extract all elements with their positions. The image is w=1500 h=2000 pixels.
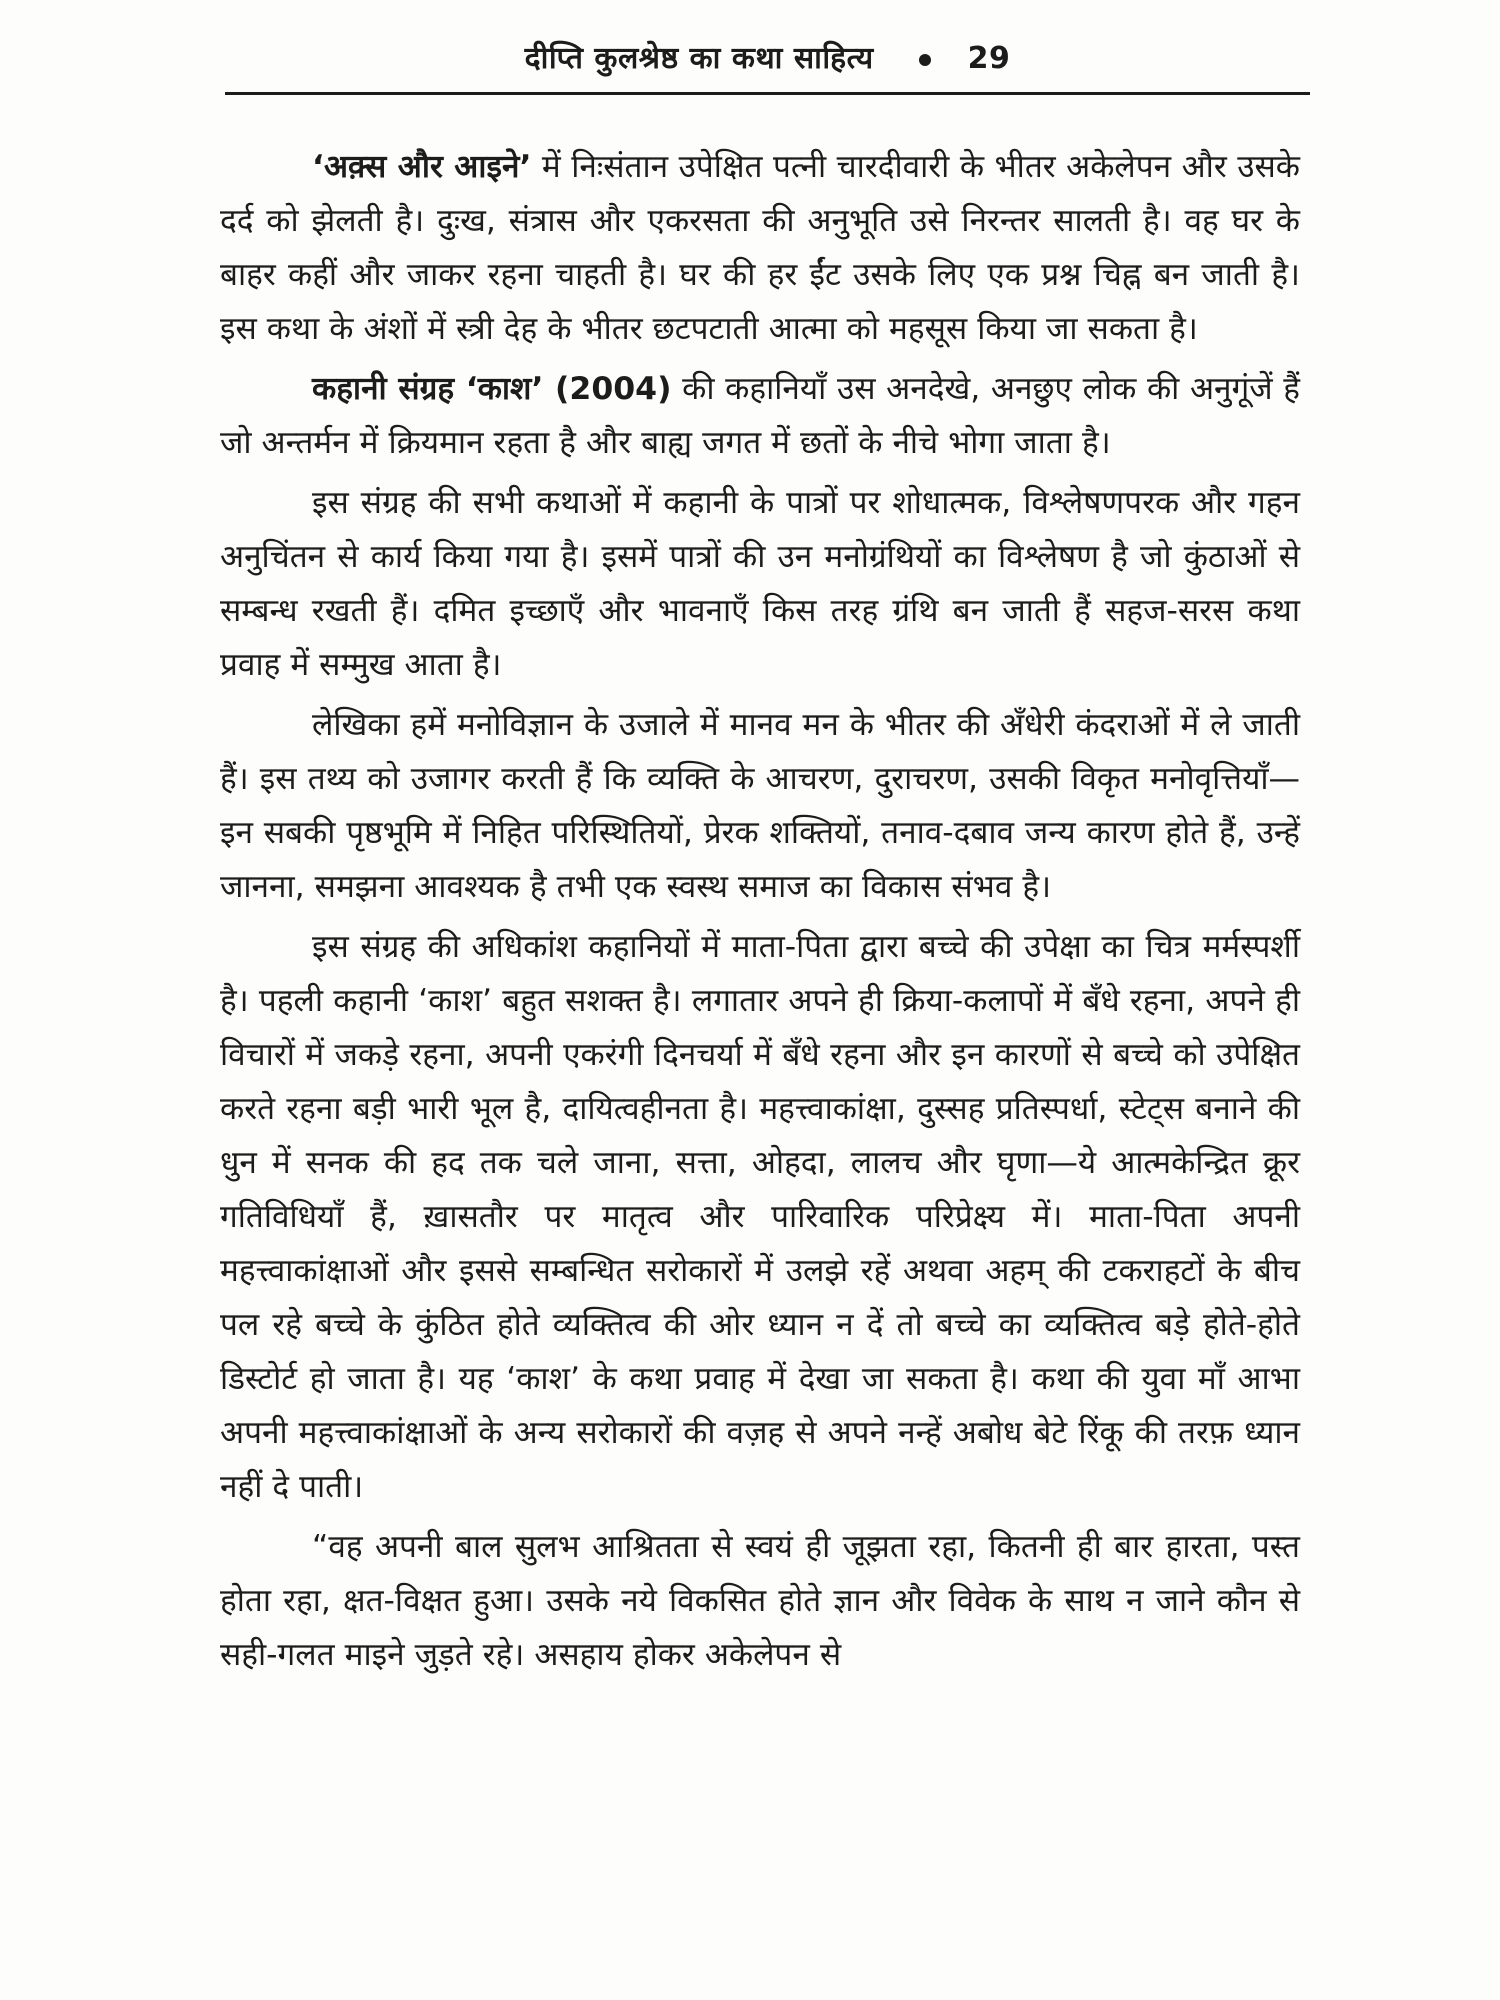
paragraph bbox=[220, 140, 1300, 356]
header-rule bbox=[225, 92, 1310, 95]
page-header bbox=[225, 30, 1310, 90]
paragraph-lead: ‘अक़्स और आइने’ bbox=[312, 149, 532, 185]
paragraph-text: “वह अपनी बाल सुलभ आश्रितता से स्वयं ही जूझता रहा, कितनी ही बार हारता, पस्त होता रहा, क्षत-विक्षत हुआ। उसके नये विकसित होते ज्ञान और विवेक के साथ न जाने कौन से सही-गलत माइने जुड़ते रहे। असहाय होकर अकेलेपन से bbox=[220, 1529, 1300, 1673]
paragraph-text: इस संग्रह की अधिकांश कहानियों में माता-पिता द्वारा बच्चे की उपेक्षा का चित्र मर्मस्पर्शी है। पहली कहानी ‘काश’ बहुत सशक्त है। लगातार अपने ही क्रिया-कलापों में बँधे रहना, अपने ही विचारों में जकड़े रहना, अपनी एकरंगी दिनचर्या में बँधे रहना और इन कारणों से बच्चे को उपेक्षित करते रहना बड़ी भारी भूल है, दायित्वहीनता है। महत्त्वाकांक्षा, दुस्सह प्रतिस्पर्धा, स्टेट्स बनाने की धुन में सनक की हद तक चले जाना, सत्ता, ओहदा, लालच और घृणा—ये आत्मकेन्द्रित क्रूर गतिविधियाँ हैं, ख़ासतौर पर मातृत्व और पारिवारिक परिप्रेक्ष्य में। माता-पिता अपनी महत्त्वाकांक्षाओं और इससे सम्बन्धित सरोकारों में उलझे रहें अथवा अहम् की टकराहटों के बीच पल रहे बच्चे के कुंठित होते व्यक्तित्व की ओर ध्यान न दें तो बच्चे का व्यक्तित्व बड़े होते-होते डिस्टोर्ट हो जाता है। यह ‘काश’ के कथा प्रवाह में देखा जा सकता है। कथा की युवा माँ आभा अपनी महत्त्वाकांक्षाओं के अन्य सरोकारों की वज़ह से अपने नन्हें अबोध बेटे रिंकू की तरफ़ ध्यान नहीं दे पाती। bbox=[220, 929, 1300, 1505]
paragraph bbox=[220, 1520, 1300, 1682]
paragraph-text: में निःसंतान उपेक्षित पत्नी चारदीवारी के भीतर अकेलेपन और उसके दर्द को झेलती है। दुःख, संत्रास और एकरसता की अनुभूति उसे निरन्तर सालती है। वह घर के बाहर कहीं और जाकर रहना चाहती है। घर की हर ईंट उसके लिए एक प्रश्न चिह्न बन जाती है। इस कथा के अंशों में स्त्री देह के भीतर छटपटाती आत्मा को महसूस किया जा सकता है। bbox=[220, 149, 1300, 347]
paragraph bbox=[220, 920, 1300, 1514]
body-text bbox=[220, 140, 1300, 1688]
paragraph-text: इस संग्रह की सभी कथाओं में कहानी के पात्रों पर शोधात्मक, विश्लेषणपरक और गहन अनुचिंतन से कार्य किया गया है। इसमें पात्रों की उन मनोग्रंथियों का विश्लेषण है जो कुंठाओं से सम्बन्ध रखती हैं। दमित इच्छाएँ और भावनाएँ किस तरह ग्रंथि बन जाती हैं सहज-सरस कथा प्रवाह में सम्मुख आता है। bbox=[220, 485, 1300, 683]
paragraph-lead: कहानी संग्रह ‘काश’ (2004) bbox=[312, 371, 672, 407]
paragraph bbox=[220, 362, 1300, 470]
paragraph bbox=[220, 476, 1300, 692]
bullet-separator bbox=[919, 54, 931, 66]
paragraph-text: लेखिका हमें मनोविज्ञान के उजाले में मानव मन के भीतर की अँधेरी कंदराओं में ले जाती हैं। इस तथ्य को उजागर करती हैं कि व्यक्ति के आचरण, दुराचरण, उसकी विकृत मनोवृत्तियाँ—इन सबकी पृष्ठभूमि में निहित परिस्थितियों, प्रेरक शक्तियों, तनाव-दबाव जन्य कारण होते हैं, उन्हें जानना, समझना आवश्यक है तभी एक स्वस्थ समाज का विकास संभव है। bbox=[220, 707, 1300, 905]
paragraph-text: की कहानियाँ उस अनदेखे, अनछुए लोक की अनुगूंजें हैं जो अन्तर्मन में क्रियमान रहता है और बाह्य जगत में छतों के नीचे भोगा जाता है। bbox=[220, 371, 1300, 461]
paragraph bbox=[220, 698, 1300, 914]
page-number: 29 bbox=[967, 41, 1011, 76]
running-title: दीप्ति कुलश्रेष्ठ का कथा साहित्य bbox=[524, 41, 874, 76]
running-head bbox=[225, 36, 1310, 77]
